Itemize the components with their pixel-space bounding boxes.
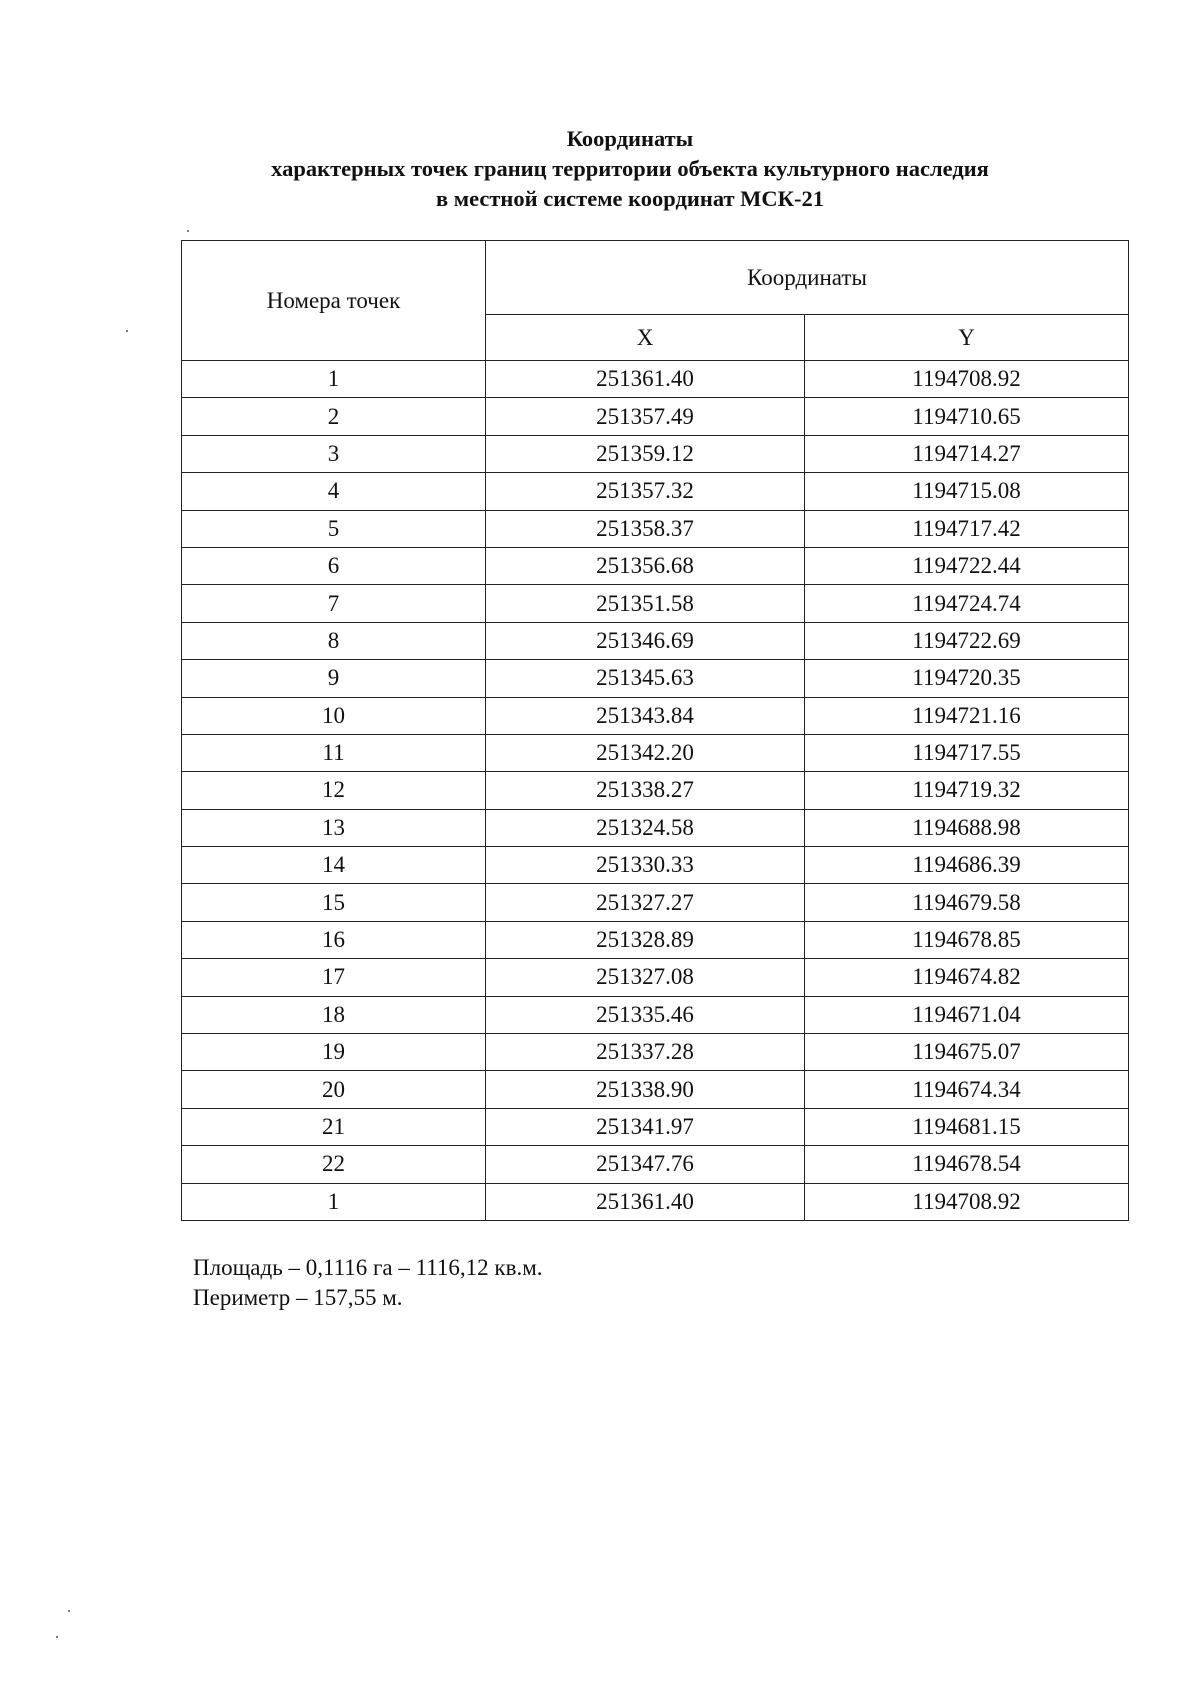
document-title	[180, 124, 1080, 214]
y-coordinate-cell: 1194675.07	[805, 1034, 1129, 1071]
title-line-2: характерных точек границ территории объекта культурного наследия	[271, 156, 989, 181]
table-row	[182, 847, 1129, 884]
y-coordinate-cell: 1194708.92	[805, 1183, 1129, 1220]
scan-speck	[187, 230, 189, 232]
header-x: X	[486, 315, 805, 361]
x-coordinate-cell: 251341.97	[486, 1108, 805, 1145]
y-coordinate-cell: 1194722.44	[805, 547, 1129, 584]
summary-block	[193, 1253, 543, 1313]
point-number-cell: 20	[182, 1071, 486, 1108]
x-coordinate-cell: 251338.27	[486, 772, 805, 809]
table-row	[182, 959, 1129, 996]
table-row	[182, 734, 1129, 771]
y-coordinate-cell: 1194679.58	[805, 884, 1129, 921]
x-coordinate-cell: 251346.69	[486, 622, 805, 659]
title-line-1: Координаты	[566, 126, 694, 151]
x-coordinate-cell: 251361.40	[486, 361, 805, 398]
y-coordinate-cell: 1194708.92	[805, 361, 1129, 398]
point-number-cell: 14	[182, 847, 486, 884]
point-number-cell: 4	[182, 473, 486, 510]
x-coordinate-cell: 251330.33	[486, 847, 805, 884]
area-text: Площадь – 0,1116 га – 1116,12 кв.м.	[193, 1255, 543, 1280]
y-coordinate-cell: 1194674.34	[805, 1071, 1129, 1108]
table-row	[182, 1108, 1129, 1145]
scan-speck	[56, 1636, 58, 1638]
x-coordinate-cell: 251324.58	[486, 809, 805, 846]
y-coordinate-cell: 1194688.98	[805, 809, 1129, 846]
point-number-cell: 15	[182, 884, 486, 921]
table-row	[182, 884, 1129, 921]
point-number-cell: 8	[182, 622, 486, 659]
header-point-numbers: Номера точек	[182, 241, 486, 361]
x-coordinate-cell: 251328.89	[486, 921, 805, 958]
y-coordinate-cell: 1194710.65	[805, 398, 1129, 435]
table-row	[182, 1034, 1129, 1071]
point-number-cell: 19	[182, 1034, 486, 1071]
table-row	[182, 473, 1129, 510]
y-coordinate-cell: 1194686.39	[805, 847, 1129, 884]
x-coordinate-cell: 251359.12	[486, 435, 805, 472]
table-row	[182, 361, 1129, 398]
table-row	[182, 547, 1129, 584]
x-coordinate-cell: 251342.20	[486, 734, 805, 771]
point-number-cell: 13	[182, 809, 486, 846]
table-row	[182, 697, 1129, 734]
scan-speck	[126, 330, 128, 332]
table-row	[182, 585, 1129, 622]
point-number-cell: 5	[182, 510, 486, 547]
table-row	[182, 660, 1129, 697]
x-coordinate-cell: 251356.68	[486, 547, 805, 584]
y-coordinate-cell: 1194717.55	[805, 734, 1129, 771]
y-coordinate-cell: 1194721.16	[805, 697, 1129, 734]
x-coordinate-cell: 251351.58	[486, 585, 805, 622]
y-coordinate-cell: 1194719.32	[805, 772, 1129, 809]
point-number-cell: 12	[182, 772, 486, 809]
x-coordinate-cell: 251361.40	[486, 1183, 805, 1220]
x-coordinate-cell: 251327.27	[486, 884, 805, 921]
x-coordinate-cell: 251347.76	[486, 1146, 805, 1183]
y-coordinate-cell: 1194671.04	[805, 996, 1129, 1033]
y-coordinate-cell: 1194717.42	[805, 510, 1129, 547]
point-number-cell: 18	[182, 996, 486, 1033]
point-number-cell: 17	[182, 959, 486, 996]
scan-speck	[68, 1610, 70, 1612]
table-row	[182, 809, 1129, 846]
point-number-cell: 16	[182, 921, 486, 958]
point-number-cell: 11	[182, 734, 486, 771]
table-row	[182, 510, 1129, 547]
y-coordinate-cell: 1194720.35	[805, 660, 1129, 697]
header-coordinates: Координаты	[486, 241, 1129, 315]
table-row	[182, 996, 1129, 1033]
x-coordinate-cell: 251343.84	[486, 697, 805, 734]
x-coordinate-cell: 251338.90	[486, 1071, 805, 1108]
point-number-cell: 22	[182, 1146, 486, 1183]
table-row	[182, 398, 1129, 435]
y-coordinate-cell: 1194681.15	[805, 1108, 1129, 1145]
table-body	[182, 361, 1129, 1221]
y-coordinate-cell: 1194714.27	[805, 435, 1129, 472]
point-number-cell: 21	[182, 1108, 486, 1145]
title-line-3: в местной системе координат МСК-21	[436, 186, 824, 211]
table-row	[182, 435, 1129, 472]
point-number-cell: 1	[182, 361, 486, 398]
y-coordinate-cell: 1194715.08	[805, 473, 1129, 510]
y-coordinate-cell: 1194678.54	[805, 1146, 1129, 1183]
table-row	[182, 772, 1129, 809]
point-number-cell: 9	[182, 660, 486, 697]
point-number-cell: 7	[182, 585, 486, 622]
x-coordinate-cell: 251335.46	[486, 996, 805, 1033]
x-coordinate-cell: 251327.08	[486, 959, 805, 996]
table-row	[182, 622, 1129, 659]
point-number-cell: 1	[182, 1183, 486, 1220]
x-coordinate-cell: 251357.32	[486, 473, 805, 510]
x-coordinate-cell: 251357.49	[486, 398, 805, 435]
point-number-cell: 2	[182, 398, 486, 435]
x-coordinate-cell: 251345.63	[486, 660, 805, 697]
point-number-cell: 3	[182, 435, 486, 472]
x-coordinate-cell: 251358.37	[486, 510, 805, 547]
y-coordinate-cell: 1194678.85	[805, 921, 1129, 958]
table-row	[182, 1183, 1129, 1220]
y-coordinate-cell: 1194724.74	[805, 585, 1129, 622]
point-number-cell: 6	[182, 547, 486, 584]
header-y: Y	[805, 315, 1129, 361]
table-row	[182, 1146, 1129, 1183]
coordinates-table	[181, 240, 1129, 1221]
y-coordinate-cell: 1194674.82	[805, 959, 1129, 996]
table-row	[182, 921, 1129, 958]
x-coordinate-cell: 251337.28	[486, 1034, 805, 1071]
table-row	[182, 1071, 1129, 1108]
perimeter-text: Периметр – 157,55 м.	[193, 1285, 403, 1310]
point-number-cell: 10	[182, 697, 486, 734]
y-coordinate-cell: 1194722.69	[805, 622, 1129, 659]
